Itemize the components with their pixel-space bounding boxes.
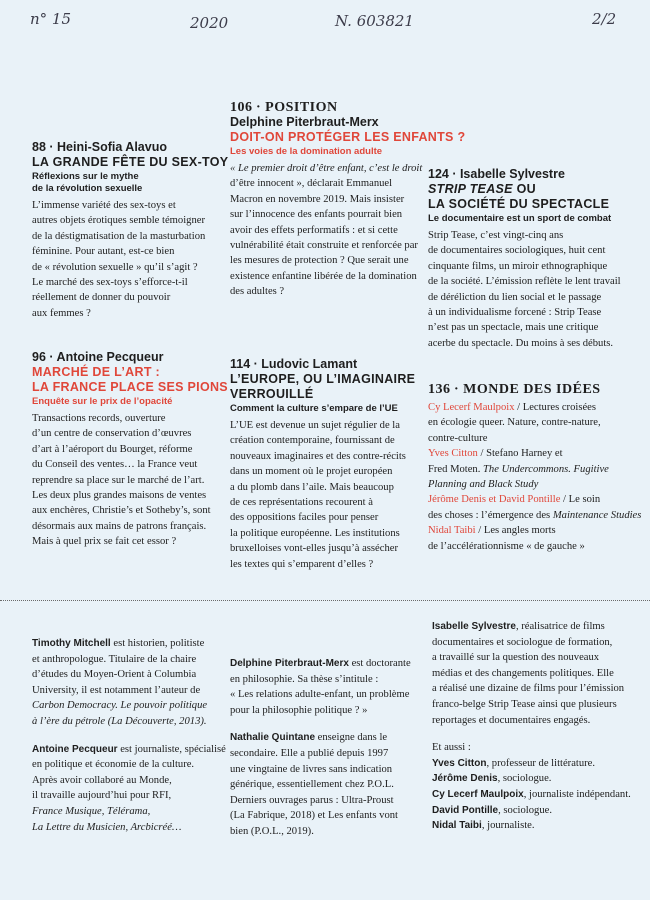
bio-nathalie-quintane: Nathalie Quintane enseigne dans le secondaire. Elle a publié depuis 1997 une vingtaine de livres sans indication générique, essentiellement chez P.O.L. Derniers ouvrages parus : Ultra-Proust (La Fabrique, 2018) et Les enfants vont bien (P.O.L., 2019). <box>230 732 398 837</box>
bio-antoine-pecqueur: Antoine Pecqueur est journaliste, spécialisé en politique et économie de la culture. Après avoir collaboré au Monde, il travaille aujourd’hui pour RFI, France Musique, Télérama, La Lettre du Musicien, Arcbicréé… <box>32 743 226 833</box>
article-title: L’EUROPE, OU L’IMAGINAIRE <box>230 372 416 386</box>
article-title: STRIP TEASE OU <box>428 182 536 196</box>
bio-delphine-piterbraut-merx: Delphine Piterbraut-Merx est doctorante en philosophie. Sa thèse s’intitule : « Les relations adulte-enfant, un problème pour la philosophie politique ? » <box>230 658 411 716</box>
article-body: Strip Tease, c’est vingt-cinq ans de documentaires sociologiques, huit cent cinquante films, un miroir ethnographique de la société. L’émission reflète le lent travail de déréliction du lien social et le passage à un individualisme forcené : Strip Tease n’est pas un spectacle, mais une critique acerbe du spectacle. Du moins à ses débuts. <box>428 230 621 349</box>
bios-column-1 <box>32 636 237 847</box>
article-title: VERROUILLÉ <box>230 387 314 401</box>
article-number-section: 106 · POSITION <box>230 100 338 115</box>
bios-column-2 <box>230 656 430 852</box>
article-subtitle: de la révolution sexuelle <box>32 183 143 194</box>
bio-timothy-mitchell: Timothy Mitchell est historien, politiste et anthropologue. Titulaire de la chaire d’études du Moyen-Orient à Columbia University, il est notamment l’auteur de Carbon Democracy. Le pouvoir politique à l’ère du pétrole (La Découverte, 2013). <box>32 638 208 727</box>
article-subtitle: Les voies de la domination adulte <box>230 146 383 157</box>
handwritten-issue-number: n° 15 <box>30 10 72 28</box>
bio-isabelle-sylvestre: Isabelle Sylvestre, réalisatrice de films documentaires et sociologue de formation, a travaillé sur la question des nouveaux médias et des changements politiques. Elle a réalisé une dizaine de films pour l’émission franco-belge Strip Tease ainsi que plusieurs reportages et documentaires engagés. <box>432 621 625 726</box>
article-author: Delphine Piterbraut-Merx <box>230 115 379 129</box>
article-title: LA SOCIÉTÉ DU SPECTACLE <box>428 197 610 211</box>
article-124 <box>428 167 638 351</box>
article-number-author: 88 · Heini-Sofia Alavuo <box>32 140 167 154</box>
article-subtitle: Comment la culture s’empare de l’UE <box>230 403 398 414</box>
article-title: MARCHÉ DE L’ART : <box>32 365 161 379</box>
article-subtitle: Enquête sur le prix de l’opacité <box>32 396 173 407</box>
article-subtitle: Le documentaire est un sport de combat <box>428 213 612 224</box>
handwritten-page: 2/2 <box>592 10 617 28</box>
handwritten-reference: N. 603821 <box>335 12 414 30</box>
article-number-author: 114 · Ludovic Lamant <box>230 357 358 371</box>
article-subtitle: Réflexions sur le mythe <box>32 171 139 182</box>
article-number-section: 136 · MONDE DES IDÉES <box>428 382 601 397</box>
article-number-author: 124 · Isabelle Sylvestre <box>428 167 565 181</box>
article-title: LA GRANDE FÊTE DU SEX-TOY <box>32 155 229 169</box>
article-106 <box>230 100 466 300</box>
article-body: L’UE est devenue un sujet régulier de la création contemporaine, fournissant de nouveaux imaginaires et des contre-récits dans un moment où le projet européen a du plomb dans l’aile. Mais beaucoup de ces représentations recourent à des oppositions faciles pour penser la politique européenne. Les institutions bruxelloises vont-elles jusqu’à assécher les textes qui s’emparent d’elles ? <box>230 420 406 570</box>
article-title: LA FRANCE PLACE SES PIONS <box>32 380 228 394</box>
article-96 <box>32 350 232 550</box>
article-136 <box>428 382 643 554</box>
article-title: DOIT-ON PROTÉGER LES ENFANTS ? <box>230 130 466 144</box>
article-body: « Le premier droit d’être enfant, c’est le droit d’être innocent », déclarait Emmanuel Macron en novembre 2019. Mais insister sur l’innocence des enfants pourrait bien avoir des effets performatifs : et si cette vulnérabilité était construite et renforcée par les mesures de protection ? Que serait une existence enfantine libérée de la domination des adultes ? <box>230 163 423 298</box>
dotted-separator <box>0 600 650 601</box>
handwritten-year: 2020 <box>190 14 229 32</box>
article-body: Transactions records, ouverture d’un centre de conservation d’œuvres d’art à l’aéroport du Bourget, réforme du Conseil des ventes… la France veut reprendre sa place sur le marché de l’art. Les deux plus grandes maisons de ventes aux enchères, Christie’s et Sotheby’s, sont désormais aux mains de patrons français. Mais à quel prix se fait cet essor ? <box>32 413 211 548</box>
article-body: Cy Lecerf Maulpoix / Lectures croisées en écologie queer. Nature, contre-nature, contre-culture Yves Citton / Stefano Harney et Fred Moten. The Undercommons. Fugitive Planning and Black Study Jérôme Denis et David Pontille / Le soin des choses : l’émergence des Maintenance Studies Nidal Taibi / Les angles morts de l’accélérationnisme « de gauche » <box>428 402 642 552</box>
bios-column-3 <box>432 619 642 846</box>
article-body: L’immense variété des sex-toys et autres objets érotiques semble témoigner de la déstigmatisation de la masturbation féminine. Pour autant, est-ce bien de « révolution sexuelle » qu’il s’agit ? Le marché des sex-toys s’efforce-t-il réellement de donner du pouvoir aux femmes ? <box>32 200 206 319</box>
article-88 <box>32 140 229 321</box>
article-114 <box>230 357 435 572</box>
bio-others: Et aussi : Yves Citton, professeur de littérature. Jérôme Denis, sociologue. Cy Lecerf Maulpoix, journaliste indépendant. David Pontille, sociologue. Nidal Taibi, journaliste. <box>432 742 631 832</box>
article-number-author: 96 · Antoine Pecqueur <box>32 350 164 364</box>
